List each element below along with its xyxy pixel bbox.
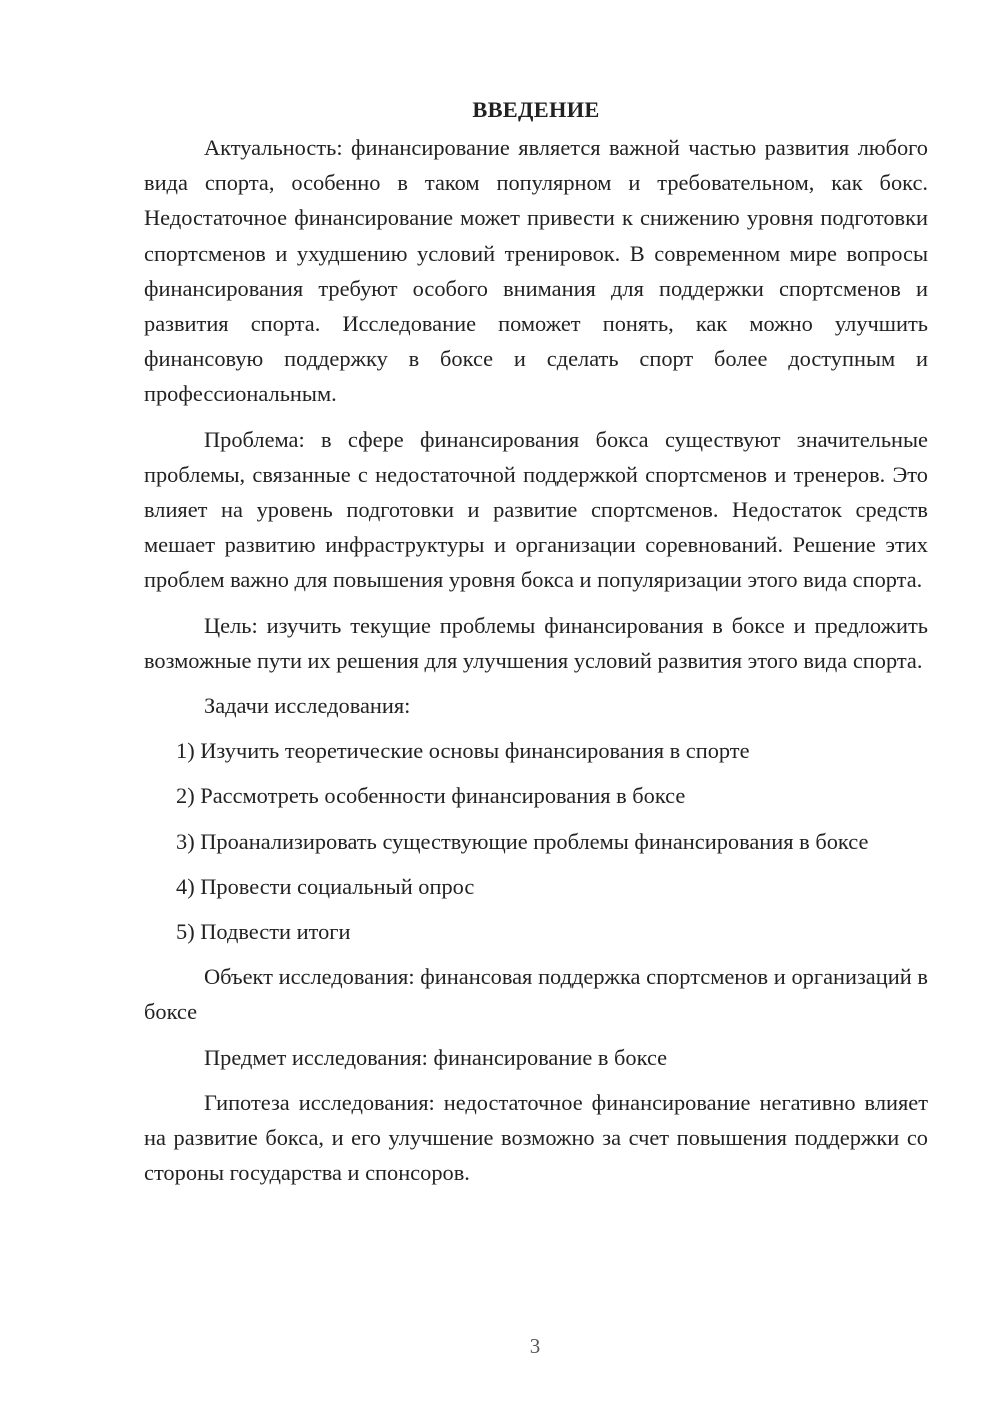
paragraph-hypothesis: Гипотеза исследования: недостаточное финансирование негативно влияет на развитие бокса, и его улучшение возможно за счет повышения поддержки со стороны государства и спонсоров. [144,1089,928,1186]
paragraph-goal: Цель: изучить текущие проблемы финансирования в боксе и предложить возможные пути их решения для улучшения условий развития этого вида спорта. [144,612,928,673]
task-item-1: 1) Изучить теоретические основы финансирования в спорте [176,738,750,764]
paragraph-problem: Проблема: в сфере финансирования бокса существуют значительные проблемы, связанные с недостаточной поддержкой спортсменов и тренеров. Это влияет на уровень подготовки и развитие спортсменов. Недостаток средств мешает развитию инфраструктуры и организации соревнований. Решение этих проблем важно для повышения уровня бокса и популяризации этого вида спорта. [144,426,928,593]
task-item-4: 4) Провести социальный опрос [176,873,475,899]
paragraph-subject: Предмет исследования: финансирование в боксе [204,1044,668,1070]
task-item-5: 5) Подвести итоги [176,919,351,945]
paragraph-relevance: Актуальность: финансирование является важной частью развития любого вида спорта, особенно в таком популярном и требовательном, как бокс. Недостаточное финансирование может привести к снижению уровня подготовки спортсменов и ухудшению условий тренировок. В современном мире вопросы финансирования требуют особого внимания для поддержки спортсменов и развития спорта. Исследование поможет понять, как можно улучшить финансовую поддержку в боксе и сделать спорт более доступным и профессиональным. [144,135,928,407]
task-item-3: 3) Проанализировать существующие проблемы финансирования в боксе [176,828,869,854]
page-content [144,96,928,1200]
page-number: 3 [529,1334,541,1358]
section-heading: ВВЕДЕНИЕ [472,97,600,122]
paragraph-tasks-intro: Задачи исследования: [204,693,411,719]
task-item-2: 2) Рассмотреть особенности финансирования в боксе [176,783,686,809]
paragraph-object: Объект исследования: финансовая поддержка спортсменов и организаций в боксе [144,964,928,1025]
